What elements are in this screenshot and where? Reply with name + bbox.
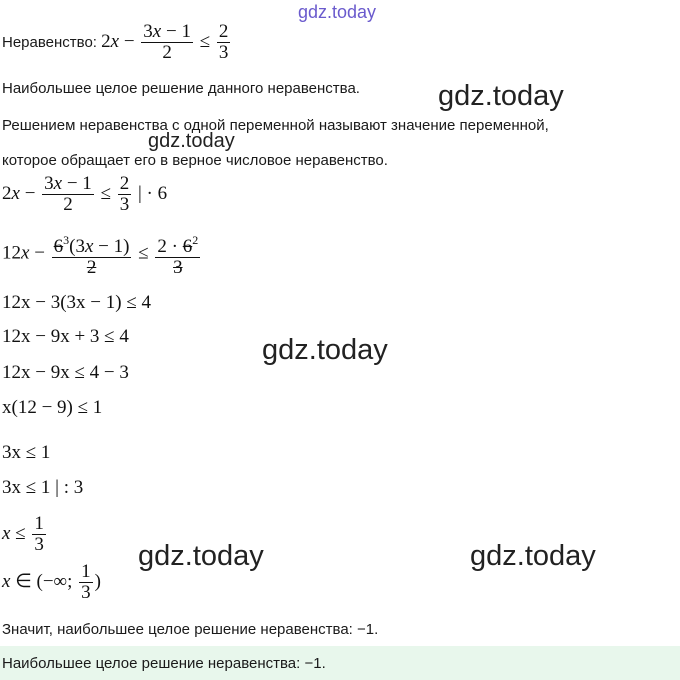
header-label: Неравенство:	[2, 33, 102, 51]
watermark-3: gdz.today	[262, 334, 388, 366]
inequality-header	[2, 22, 232, 63]
answer-text: Наибольшее целое решение неравенства: −1.	[2, 655, 326, 672]
step-7: 3x ≤ 1	[2, 442, 51, 463]
step-4: 12x − 9x + 3 ≤ 4	[2, 326, 129, 347]
watermark-top: gdz.today	[298, 2, 377, 22]
watermark-4: gdz.today	[138, 540, 264, 572]
step-9: x ≤ $\frac{1}{3}$	[2, 513, 44, 555]
step-3: 12x − 3(3x − 1) ≤ 4	[2, 292, 152, 313]
definition-line-2: которое обращает его в верное числовое неравенство.	[2, 152, 388, 169]
watermark-5: gdz.today	[470, 540, 596, 572]
step-8: 3x ≤ 1 | : 3	[2, 477, 84, 498]
watermark-1: gdz.today	[438, 80, 564, 112]
task-text: Наибольшее целое решение данного неравенства.	[2, 80, 360, 97]
step-1: 2x − $\frac{3x - 1}{2}$ ≤ $\frac{2}{3}$ | · 6	[2, 173, 168, 215]
step-10-interval: x ∈ (−∞; $\frac{1}{3}$ )	[2, 561, 101, 603]
step-5: 12x − 9x ≤ 4 − 3	[2, 362, 129, 383]
watermark-2: gdz.today	[148, 130, 235, 152]
step-2: 12x − $\frac{6^3(3x - 1)}{2}$ ≤ $\frac{2 \cdot 6^2}{3}$	[2, 230, 202, 278]
step-1-multiplier: | · 6	[138, 182, 168, 204]
step-6: x(12 − 9) ≤ 1	[2, 397, 103, 418]
conclusion-text: Значит, наибольшее целое решение неравенства: −1.	[2, 621, 379, 638]
header-inequality: 2x − $\frac{3x - 1}{2}$ ≤ $\frac{2}{3}$	[101, 21, 229, 63]
definition-line-1: Решением неравенства с одной переменной называют значение переменной,	[2, 117, 549, 134]
